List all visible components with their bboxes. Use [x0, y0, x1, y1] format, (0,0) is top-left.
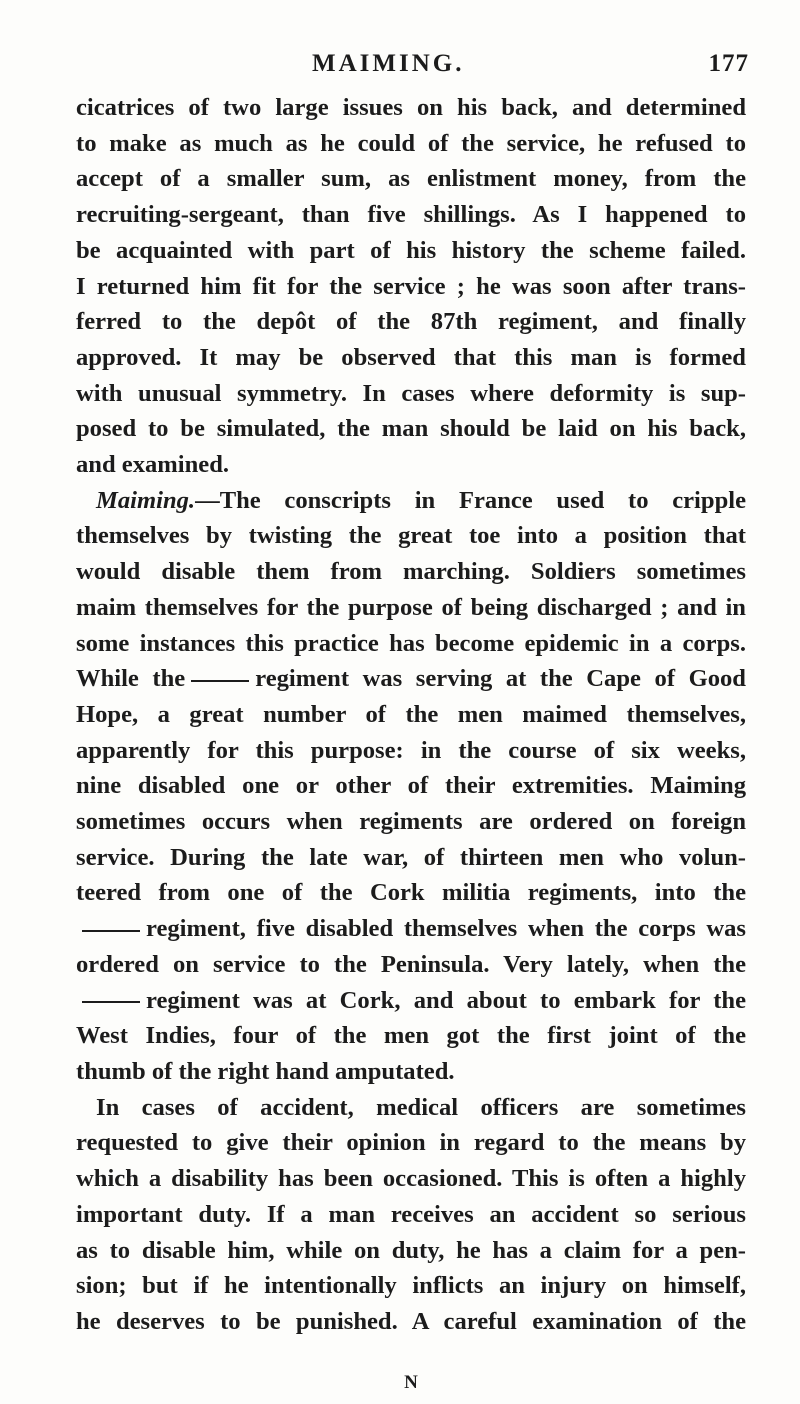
- text-line: In cases of accident, medical officers are sometimes: [96, 1093, 746, 1121]
- text-line: with unusual symmetry. In cases where deformity is sup-: [76, 379, 746, 407]
- text-fragment: —The conscripts in France used to cripple: [195, 486, 746, 514]
- text-fragment: regiment was serving at the Cape of Good: [255, 665, 746, 693]
- text-line: sometimes occurs when regiments are ordered on foreign: [76, 808, 746, 836]
- redaction-dash: [82, 1001, 140, 1003]
- text-line: posed to be simulated, the man should be laid on his back,: [76, 415, 746, 443]
- text-line: West Indies, four of the men got the first joint of the: [76, 1022, 746, 1050]
- text-line: ordered on service to the Peninsula. Very lately, when the: [76, 950, 746, 978]
- text-line: [76, 911, 746, 947]
- text-line: recruiting-sergeant, than five shillings. As I happened to: [76, 201, 746, 229]
- text-line: approved. It may be observed that this man is formed: [76, 343, 746, 371]
- text-line: some instances this practice has become epidemic in a corps.: [76, 629, 746, 657]
- text-line: cicatrices of two large issues on his back, and determined: [76, 94, 746, 121]
- text-line: nine disabled one or other of their extremities. Maiming: [76, 772, 746, 800]
- book-page: [76, 50, 749, 1393]
- text-line: and examined.: [76, 451, 230, 479]
- paragraph-continued: [76, 90, 746, 483]
- redaction-dash: [82, 930, 140, 932]
- signature-mark: N: [404, 1372, 418, 1393]
- redaction-dash: [191, 680, 249, 682]
- text-line: sion; but if he intentionally inflicts an injury on himself,: [76, 1272, 746, 1300]
- text-fragment: While the: [76, 665, 186, 693]
- text-line: which a disability has been occasioned. This is often a highly: [76, 1165, 746, 1193]
- text-line: teered from one of the Cork militia regiments, into the: [76, 879, 746, 907]
- text-line: important duty. If a man receives an accident so serious: [76, 1200, 746, 1228]
- text-line: would disable them from marching. Soldiers sometimes: [76, 558, 746, 586]
- text-fragment: regiment was at Cork, and about to embark for the: [146, 986, 746, 1014]
- text-line: ferred to the depôt of the 87th regiment, and finally: [76, 308, 746, 336]
- text-line: [76, 983, 746, 1019]
- section-heading-maiming: Maiming.: [96, 486, 196, 514]
- page-number: 177: [708, 50, 749, 77]
- text-line: themselves by twisting the great toe into a position that: [76, 522, 746, 550]
- text-line: requested to give their opinion in regard to the means by: [76, 1129, 746, 1157]
- text-line: [76, 661, 746, 697]
- text-line: to make as much as he could of the service, he refused to: [76, 129, 746, 157]
- text-line: maim themselves for the purpose of being discharged ; and in: [76, 593, 746, 621]
- text-line: Hope, a great number of the men maimed themselves,: [76, 700, 746, 728]
- text-line: accept of a smaller sum, as enlistment money, from the: [76, 165, 746, 193]
- text-line: as to disable him, while on duty, he has a claim for a pen-: [76, 1236, 746, 1264]
- text-line: thumb of the right hand amputated.: [76, 1057, 455, 1085]
- paragraph-accident: [76, 1090, 746, 1340]
- text-line: [76, 483, 746, 519]
- body-text: [76, 90, 746, 1340]
- text-fragment: regiment, five disabled themselves when the corps was: [146, 915, 746, 943]
- running-title: MAIMING.: [312, 50, 465, 77]
- text-line: be acquainted with part of his history the scheme failed.: [76, 236, 746, 264]
- text-line: he deserves to be punished. A careful examination of the: [76, 1307, 746, 1335]
- text-line: apparently for this purpose: in the course of six weeks,: [76, 736, 746, 764]
- running-header: [76, 50, 749, 90]
- text-line: I returned him fit for the service ; he was soon after trans-: [76, 272, 746, 300]
- text-line: service. During the late war, of thirteen men who volun-: [76, 843, 746, 871]
- paragraph-maiming: [76, 483, 746, 1090]
